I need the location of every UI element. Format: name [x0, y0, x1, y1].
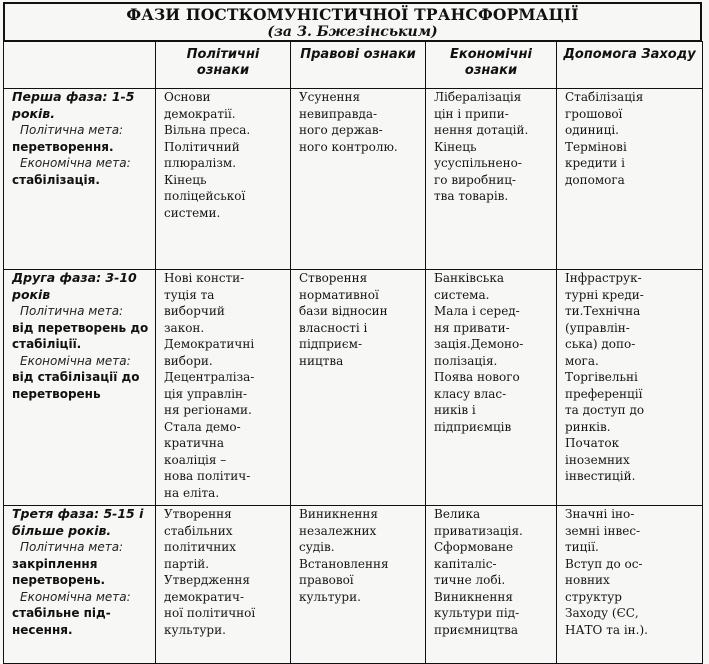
phase-cell: [4, 506, 156, 664]
legal-features-cell: Усунення невиправда- ного держав- ного контролю.: [291, 89, 426, 270]
header-economic: Економічні ознаки: [426, 42, 557, 89]
page-title: ФАЗИ ПОСТКОМУНІСТИЧНОЇ ТРАНСФОРМАЦІЇ: [126, 5, 579, 24]
phase-cell: [4, 89, 156, 270]
table-row: [4, 270, 703, 506]
table-row: [4, 506, 703, 664]
political-goal-label: Політична мета:: [20, 540, 124, 554]
western-aid-cell: Значні іно- земні інвес- тиції. Вступ до ос- новних структур Заходу (ЄС, НАТО та ін.).: [557, 506, 703, 664]
title-box: [3, 2, 702, 42]
header-row: [4, 42, 703, 89]
economic-goal-label: Економічна мета:: [20, 589, 131, 604]
transformation-table: [3, 41, 703, 664]
header-western-aid: Допомога Заходу: [557, 42, 703, 89]
table-row: [4, 89, 703, 270]
phase-title: Третя фаза: 5-15 і більше років.: [12, 506, 144, 538]
political-features-cell: Основи демократії. Вільна преса. Політичний плюралізм. Кінець поліцейської системи.: [156, 89, 291, 270]
header-legal: Правові ознаки: [291, 42, 426, 89]
political-goal-label: Політична мета:: [20, 123, 124, 137]
header-political: Політичні ознаки: [156, 42, 291, 89]
political-features-cell: Нові консти- туція та виборчий закон. Демократичні вибори. Децентраліза- ція управлін- ня регіонами. Стала демо- кратична коаліція – нова політич- на еліта.: [156, 270, 291, 506]
economic-features-cell: Банківська система. Мала і серед- ня привати- зація.Демоно- полізація. Поява нового класу влас- ників і підприємців: [426, 270, 557, 506]
phase-cell: [4, 270, 156, 506]
economic-goal-label: Економічна мета:: [20, 353, 131, 368]
phase-title: Перша фаза: 1-5 років.: [12, 89, 135, 121]
page-subtitle: (за З. Бжезінським): [267, 24, 438, 40]
western-aid-cell: Стабілізація грошової одиниці. Термінові кредити і допомога: [557, 89, 703, 270]
economic-goal-value: від стабілізації до перетворень: [12, 370, 140, 401]
legal-features-cell: Виникнення незалежних судів. Встановлення правової культури.: [291, 506, 426, 664]
economic-goal-value: стабільне під-несення.: [12, 606, 111, 637]
phase-title: Друга фаза: 3-10 років: [12, 270, 137, 302]
political-goal-value: від перетворень до стабіліції.: [12, 320, 149, 351]
political-goal-label: Політична мета:: [20, 304, 124, 318]
economic-features-cell: Велика приватизація. Сформоване капіталіс- тичне лобі. Виникнення культури під- приємництва: [426, 506, 557, 664]
western-aid-cell: Інфраструк- турні креди- ти.Технічна (управлін- ська) допо- мога. Торгівельні преференції та доступ до ринків. Початок іноземних інвестицій.: [557, 270, 703, 506]
economic-features-cell: Лібералізація цін і припи- нення дотацій. Кінець усуспільнено- го виробниц- тва товарів.: [426, 89, 557, 270]
header-corner: [4, 42, 156, 89]
political-goal-value: закріплення перетворень.: [12, 556, 106, 587]
economic-goal-value: стабілізація.: [12, 172, 100, 187]
economic-goal-label: Економічна мета:: [20, 156, 131, 170]
legal-features-cell: Створення нормативної бази відносин власності і підприєм- ництва: [291, 270, 426, 506]
political-features-cell: Утворення стабільних політичних партій. Утвердження демократич- ної політичної культури.: [156, 506, 291, 664]
political-goal-value: перетворення.: [12, 139, 114, 154]
